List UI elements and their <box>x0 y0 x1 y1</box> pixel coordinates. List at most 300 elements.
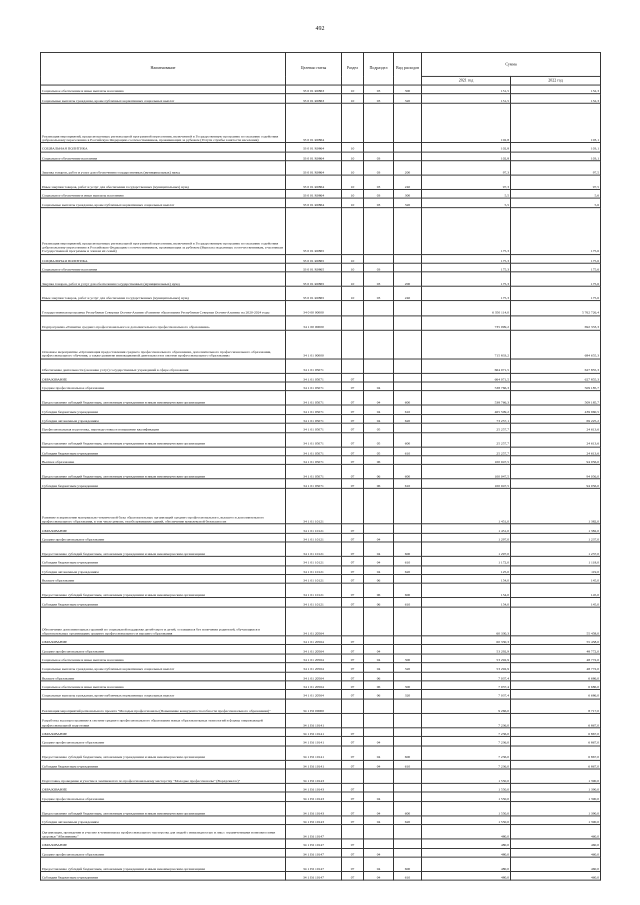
cell-article: 34 1 01 20564 <box>286 607 342 636</box>
cell-subsection: 04 <box>364 542 394 556</box>
table-row <box>41 760 601 769</box>
cell-name: Среднее профессиональное образование <box>41 848 286 857</box>
cell-article: 34 1 E6 10147 <box>286 872 342 881</box>
cell-sum-2022: 627 855,3 <box>511 373 601 382</box>
cell-sum-2021: 100 047,5 <box>422 465 511 479</box>
cell-expense-type: 610 <box>394 557 422 566</box>
cell-sum-2021: 664 071,5 <box>422 359 511 373</box>
table-header <box>41 52 601 85</box>
cell-sum-2022: 1 390,0 <box>511 783 601 792</box>
cell-sum-2021: 9 266,0 <box>422 699 511 713</box>
cell-name: Предоставление субсидий бюджетным, автономным учреждениям и иным некоммерческим организациям <box>41 801 286 815</box>
cell-article: 33 0 01 R0865 <box>286 287 342 301</box>
cell-subsection: 06 <box>364 681 394 690</box>
cell-article: 34 1 01 05071 <box>286 456 342 465</box>
cell-sum-2022: 145,0 <box>511 575 601 584</box>
table-row <box>41 143 601 152</box>
cell-subsection: 03 <box>364 198 394 207</box>
cell-name: Разработка и распространение в системе среднего профессионального образования новых образовательных технологий и формы опережающей профессиональной подготовки <box>41 713 286 727</box>
cell-expense-type <box>394 207 422 254</box>
cell-name: Субсидии бюджетным учреждениям <box>41 872 286 881</box>
cell-sum-2021: 6 350 114,0 <box>422 301 511 315</box>
cell-expense-type: 320 <box>394 94 422 103</box>
cell-sum-2022: 175,6 <box>511 272 601 286</box>
cell-subsection: 05 <box>364 423 394 432</box>
cell-name: Подпрограмма «Развитие среднего профессионального и дополнительного профессионального образования» <box>41 315 286 329</box>
cell-subsection: 06 <box>364 456 394 465</box>
cell-sum-2021: 53 292,9 <box>422 654 511 663</box>
cell-name: Государственная программа Республики Северная Осетия-Алания «Развитие образования Республики Северная Осетия-Алания» на 2020-2024 годы <box>41 301 286 315</box>
cell-name: Предоставление субсидий бюджетным, автономным учреждениям и иным некоммерческим организациям <box>41 584 286 598</box>
cell-sum-2021: 102,8 <box>422 143 511 152</box>
cell-subsection: 04 <box>364 557 394 566</box>
cell-section <box>342 301 364 315</box>
cell-sum-2022: 6 867,0 <box>511 713 601 727</box>
header-year-2022: 2022 год <box>511 76 601 85</box>
cell-sum-2022: 692 333,3 <box>511 315 601 329</box>
cell-name: Среднее профессиональное образование <box>41 382 286 391</box>
cell-expense-type <box>394 713 422 727</box>
cell-name: Социальное обеспечение и иные выплаты населению <box>41 681 286 690</box>
cell-section: 07 <box>342 801 364 815</box>
table-row <box>41 315 601 329</box>
header-name: Наименование <box>41 52 286 85</box>
cell-section <box>342 488 364 524</box>
cell-article: 34 1 01 10121 <box>286 488 342 524</box>
cell-article: 34 1 01 05071 <box>286 479 342 488</box>
cell-section: 10 <box>342 272 364 286</box>
cell-subsection: 04 <box>364 391 394 405</box>
cell-sum-2021: 154,0 <box>422 584 511 598</box>
cell-sum-2021: 7 037,4 <box>422 672 511 681</box>
cell-name: Социальное обеспечение и иные выплаты населению <box>41 654 286 663</box>
cell-sum-2021: 97,3 <box>422 175 511 189</box>
cell-sum-2021: 53 292,9 <box>422 645 511 654</box>
cell-sum-2022: 1 237,0 <box>511 533 601 542</box>
table-row <box>41 432 601 446</box>
cell-sum-2022: 145,0 <box>511 584 601 598</box>
cell-section: 07 <box>342 423 364 432</box>
cell-expense-type <box>394 143 422 152</box>
table-row <box>41 872 601 881</box>
cell-expense-type <box>394 839 422 848</box>
cell-name: Реализация мероприятий, предусмотренных региональной программой переселения, включенной в Государственную программу по оказанию содействия добровольному переселению в Российскую Федерацию соотечественников, проживающих за рубежом (Услуги службы занятости населения) <box>41 103 286 143</box>
cell-sum-2021: 1 297,0 <box>422 533 511 542</box>
cell-sum-2022: 460,0 <box>511 839 601 848</box>
cell-article: 34 1 01 05071 <box>286 373 342 382</box>
cell-sum-2021: 125,0 <box>422 566 511 575</box>
cell-subsection: 03 <box>364 272 394 286</box>
cell-sum-2021: 5,5 <box>422 189 511 198</box>
cell-name: Предоставление субсидий бюджетным, автономным учреждениям и иным некоммерческим организациям <box>41 746 286 760</box>
cell-subsection: 03 <box>364 175 394 189</box>
cell-expense-type: 300 <box>394 681 422 690</box>
cell-sum-2021: 715 833,2 <box>422 330 511 359</box>
cell-subsection <box>364 359 394 373</box>
table-row <box>41 85 601 94</box>
cell-article: 34 1 E6 10147 <box>286 848 342 857</box>
cell-subsection: 04 <box>364 533 394 542</box>
table-row <box>41 189 601 198</box>
cell-subsection <box>364 728 394 737</box>
cell-subsection: 04 <box>364 382 394 391</box>
cell-sum-2021: 1 451,0 <box>422 524 511 533</box>
cell-sum-2022: 6 686,0 <box>511 690 601 699</box>
cell-sum-2022: 460,0 <box>511 848 601 857</box>
cell-name: Субсидии автономным учреждениям <box>41 816 286 825</box>
cell-name: Среднее профессиональное образование <box>41 533 286 542</box>
cell-article: 34 1 01 20564 <box>286 636 342 645</box>
cell-expense-type: 320 <box>394 690 422 699</box>
cell-section: 07 <box>342 456 364 465</box>
cell-expense-type: 300 <box>394 189 422 198</box>
table-row <box>41 607 601 636</box>
table-row <box>41 524 601 533</box>
cell-sum-2021: 5,5 <box>422 198 511 207</box>
cell-sum-2021: 175,3 <box>422 263 511 272</box>
cell-article: 34 1 E6 10141 <box>286 737 342 746</box>
cell-article: 34 1 01 20564 <box>286 672 342 681</box>
cell-name: Предоставление субсидий бюджетным, автономным учреждениям и иным некоммерческим организациям <box>41 391 286 405</box>
table-row <box>41 330 601 359</box>
table-row <box>41 848 601 857</box>
table-row <box>41 175 601 189</box>
cell-article: 33 0 01 R0864 <box>286 152 342 161</box>
cell-name: Субсидии автономным учреждениям <box>41 414 286 423</box>
cell-subsection: 04 <box>364 801 394 815</box>
cell-expense-type: 600 <box>394 542 422 556</box>
cell-article: 34 1 E6 10143 <box>286 783 342 792</box>
cell-expense-type <box>394 263 422 272</box>
cell-section: 07 <box>342 746 364 760</box>
cell-subsection <box>364 254 394 263</box>
cell-expense-type: 600 <box>394 432 422 446</box>
cell-section: 07 <box>342 690 364 699</box>
cell-sum-2022: 24 613,6 <box>511 432 601 446</box>
cell-name: СОЦИАЛЬНАЯ ПОЛИТИКА <box>41 254 286 263</box>
cell-subsection: 06 <box>364 690 394 699</box>
cell-section: 10 <box>342 94 364 103</box>
cell-name: Среднее профессиональное образование <box>41 645 286 654</box>
cell-section <box>342 825 364 839</box>
cell-expense-type: 320 <box>394 198 422 207</box>
cell-article: 34 1 01 10121 <box>286 575 342 584</box>
cell-name: Субсидии бюджетным учреждениям <box>41 557 286 566</box>
cell-name: Обеспечение деятельности (оказание услуг) государственных учреждений в сфере образования <box>41 359 286 373</box>
cell-section: 07 <box>342 839 364 848</box>
cell-section: 07 <box>342 848 364 857</box>
table-row <box>41 272 601 286</box>
cell-section: 07 <box>342 857 364 871</box>
cell-subsection <box>364 524 394 533</box>
table-row <box>41 857 601 871</box>
cell-expense-type <box>394 423 422 432</box>
table-row <box>41 533 601 542</box>
cell-subsection: 03 <box>364 263 394 272</box>
cell-sum-2021: 151,5 <box>422 85 511 94</box>
table-row <box>41 816 601 825</box>
cell-sum-2022: 48 772,0 <box>511 663 601 672</box>
table-row <box>41 566 601 575</box>
cell-name: Иные закупки товаров, работ и услуг для обеспечения государственных (муниципальных) нужд <box>41 287 286 301</box>
table-row <box>41 654 601 663</box>
cell-expense-type <box>394 769 422 783</box>
cell-sum-2022: 6 867,0 <box>511 728 601 737</box>
cell-subsection: 06 <box>364 598 394 607</box>
cell-name: Субсидии автономным учреждениям <box>41 566 286 575</box>
cell-article: 34 1 01 05071 <box>286 465 342 479</box>
table-row <box>41 737 601 746</box>
cell-subsection: 06 <box>364 672 394 681</box>
cell-expense-type: 600 <box>394 584 422 598</box>
cell-subsection: 04 <box>364 566 394 575</box>
cell-subsection: 04 <box>364 760 394 769</box>
cell-section: 07 <box>342 414 364 423</box>
cell-sum-2022: 24 613,6 <box>511 423 601 432</box>
cell-sum-2022: 69 225,2 <box>511 414 601 423</box>
cell-article: 33 0 01 R0865 <box>286 272 342 286</box>
cell-section: 07 <box>342 465 364 479</box>
cell-name: Социальные выплаты гражданам, кроме публичных нормативных социальных выплат <box>41 198 286 207</box>
table-row <box>41 575 601 584</box>
cell-subsection <box>364 488 394 524</box>
cell-section: 07 <box>342 557 364 566</box>
cell-sum-2022: 439 960,5 <box>511 405 601 414</box>
cell-sum-2021: 538 766,3 <box>422 391 511 405</box>
cell-section: 07 <box>342 672 364 681</box>
cell-name: ОБРАЗОВАНИЕ <box>41 783 286 792</box>
cell-sum-2022: 1 382,0 <box>511 524 601 533</box>
cell-sum-2022: 152,3 <box>511 94 601 103</box>
cell-subsection <box>364 607 394 636</box>
cell-sum-2022: 145,0 <box>511 598 601 607</box>
cell-expense-type <box>394 359 422 373</box>
table-row <box>41 207 601 254</box>
cell-name: Реализация мероприятий регионального проекта "Молодые профессионалы (Повышение конкурентоспособности профессионального образования)" <box>41 699 286 713</box>
cell-subsection <box>364 699 394 713</box>
cell-name: ОБРАЗОВАНИЕ <box>41 636 286 645</box>
cell-section: 10 <box>342 263 364 272</box>
cell-section: 07 <box>342 542 364 556</box>
cell-sum-2021: 1 451,0 <box>422 488 511 524</box>
table-row <box>41 423 601 432</box>
table-row <box>41 542 601 556</box>
cell-expense-type: 610 <box>394 479 422 488</box>
cell-section <box>342 207 364 254</box>
cell-article: 34 1 E6 10141 <box>286 746 342 760</box>
cell-sum-2021: 1 550,0 <box>422 792 511 801</box>
table-body <box>41 85 601 880</box>
cell-name: Профессиональная подготовка, переподготовка и повышение квалификации <box>41 423 286 432</box>
cell-section: 10 <box>342 287 364 301</box>
cell-section: 10 <box>342 254 364 263</box>
cell-name: Среднее профессиональное образование <box>41 737 286 746</box>
cell-name: Субсидии бюджетным учреждениям <box>41 447 286 456</box>
cell-section: 07 <box>342 681 364 690</box>
cell-article: 34 1 01 20564 <box>286 690 342 699</box>
cell-sum-2022: 5,6 <box>511 198 601 207</box>
cell-sum-2022: 152,3 <box>511 85 601 94</box>
table-row <box>41 103 601 143</box>
cell-name: Высшее образование <box>41 456 286 465</box>
cell-sum-2022: 6 686,0 <box>511 681 601 690</box>
cell-name: Субсидии бюджетным учреждениям <box>41 405 286 414</box>
cell-sum-2021: 1 297,0 <box>422 542 511 556</box>
table-row <box>41 584 601 598</box>
cell-article: 33 0 01 R0864 <box>286 189 342 198</box>
cell-expense-type: 610 <box>394 405 422 414</box>
cell-subsection <box>364 207 394 254</box>
header-article: Целевая статья <box>286 52 342 85</box>
cell-sum-2022: 1 390,0 <box>511 792 601 801</box>
cell-sum-2022: 1 390,0 <box>511 801 601 815</box>
header-expense-type: Вид расходов <box>394 52 422 85</box>
cell-sum-2021: 25 257,7 <box>422 432 511 446</box>
cell-sum-2021: 7 236,0 <box>422 760 511 769</box>
cell-sum-2022: 94 056,0 <box>511 465 601 479</box>
cell-subsection <box>364 769 394 783</box>
cell-article: 34 1 01 10121 <box>286 557 342 566</box>
cell-section <box>342 607 364 636</box>
cell-sum-2021: 7 236,0 <box>422 713 511 727</box>
cell-expense-type: 610 <box>394 872 422 881</box>
table-row <box>41 557 601 566</box>
cell-expense-type <box>394 645 422 654</box>
cell-name: Предоставление субсидий бюджетным, автономным учреждениям и иным некоммерческим организациям <box>41 857 286 871</box>
cell-article: 34 1 01 05071 <box>286 382 342 391</box>
cell-expense-type: 300 <box>394 654 422 663</box>
cell-name: Среднее профессиональное образование <box>41 792 286 801</box>
cell-sum-2021: 735 099,2 <box>422 315 511 329</box>
cell-expense-type: 240 <box>394 287 422 301</box>
cell-sum-2021: 102,8 <box>422 152 511 161</box>
cell-sum-2022: 94 056,0 <box>511 456 601 465</box>
cell-sum-2022: 1 237,0 <box>511 542 601 556</box>
cell-sum-2021: 100 047,5 <box>422 479 511 488</box>
cell-article: 34 1 00 00000 <box>286 315 342 329</box>
cell-article: 34 1 01 10121 <box>286 533 342 542</box>
cell-subsection: 05 <box>364 432 394 446</box>
cell-name: ОБРАЗОВАНИЕ <box>41 524 286 533</box>
cell-subsection: 04 <box>364 663 394 672</box>
table-row <box>41 681 601 690</box>
cell-name: Высшее образование <box>41 575 286 584</box>
budget-table <box>40 52 601 881</box>
table-row <box>41 598 601 607</box>
cell-subsection <box>364 825 394 839</box>
cell-sum-2021: 175,3 <box>422 207 511 254</box>
cell-name: Развитие и укрепление материально-технической базы образовательных организаций среднего профессионального, высшего и дополнительного профессионального образования, в том числе ремонт, техобслуживание зданий, обеспечение комплексной безопасности <box>41 488 286 524</box>
cell-sum-2021: 1 172,0 <box>422 557 511 566</box>
cell-sum-2021: 175,3 <box>422 272 511 286</box>
cell-sum-2021: 151,5 <box>422 94 511 103</box>
cell-expense-type: 200 <box>394 272 422 286</box>
header-sum: Сумма <box>422 52 601 76</box>
cell-article: 34 1 E6 10141 <box>286 713 342 727</box>
cell-expense-type: 600 <box>394 391 422 405</box>
cell-section: 07 <box>342 728 364 737</box>
cell-name: Предоставление субсидий бюджетным, автономным учреждениям и иным некоммерческим организациям <box>41 432 286 446</box>
cell-expense-type <box>394 783 422 792</box>
cell-article: 34 1 01 20564 <box>286 645 342 654</box>
cell-subsection: 04 <box>364 414 394 423</box>
cell-name: Социальное обеспечение населения <box>41 152 286 161</box>
cell-sum-2021: 7 037,4 <box>422 681 511 690</box>
cell-article: 34 1 01 05071 <box>286 414 342 423</box>
cell-sum-2021: 1 550,0 <box>422 801 511 815</box>
cell-article: 34 1 E6 10143 <box>286 769 342 783</box>
cell-article: 34 1 E6 10141 <box>286 728 342 737</box>
table-row <box>41 801 601 815</box>
header-subsection: Подраздел <box>364 52 394 85</box>
cell-expense-type <box>394 728 422 737</box>
cell-article: 34 1 01 05071 <box>286 391 342 405</box>
cell-expense-type <box>394 636 422 645</box>
cell-section: 07 <box>342 382 364 391</box>
cell-sum-2022: 103,1 <box>511 103 601 143</box>
header-year-2021: 2021 год <box>422 76 511 85</box>
cell-sum-2022: 1 390,0 <box>511 769 601 783</box>
cell-sum-2022: 684 655,3 <box>511 330 601 359</box>
table-row <box>41 373 601 382</box>
cell-sum-2021: 175,3 <box>422 254 511 263</box>
table-row <box>41 783 601 792</box>
cell-name: Предоставление субсидий бюджетным, автономным учреждениям и иным некоммерческим организациям <box>41 465 286 479</box>
cell-article: 34 1 01 10121 <box>286 598 342 607</box>
cell-sum-2022: 5 762 726,4 <box>511 301 601 315</box>
cell-expense-type <box>394 792 422 801</box>
cell-sum-2021: 480,0 <box>422 857 511 871</box>
cell-sum-2021: 1 550,0 <box>422 769 511 783</box>
cell-expense-type: 610 <box>394 760 422 769</box>
cell-section <box>342 330 364 359</box>
cell-sum-2022: 175,6 <box>511 287 601 301</box>
table-row <box>41 382 601 391</box>
cell-article: 34 1 E6 10147 <box>286 839 342 848</box>
cell-article: 34 1 01 20564 <box>286 654 342 663</box>
cell-expense-type <box>394 488 422 524</box>
cell-section: 07 <box>342 373 364 382</box>
cell-name: Социальные выплаты гражданам, кроме публичных нормативных социальных выплат <box>41 690 286 699</box>
cell-article: 33 0 01 R0865 <box>286 263 342 272</box>
page-number: 492 <box>315 26 325 32</box>
cell-name: Субсидии бюджетным учреждениям <box>41 598 286 607</box>
table-row <box>41 672 601 681</box>
cell-section <box>342 713 364 727</box>
cell-expense-type <box>394 533 422 542</box>
cell-subsection: 03 <box>364 189 394 198</box>
cell-section: 10 <box>342 198 364 207</box>
cell-section: 07 <box>342 566 364 575</box>
cell-subsection <box>364 103 394 143</box>
cell-article: 34 1 01 05071 <box>286 423 342 432</box>
cell-sum-2021: 480,0 <box>422 825 511 839</box>
cell-article: 34 1 01 05071 <box>286 432 342 446</box>
cell-name: Высшее образование <box>41 672 286 681</box>
cell-section: 07 <box>342 524 364 533</box>
cell-subsection: 06 <box>364 575 394 584</box>
cell-expense-type <box>394 456 422 465</box>
cell-subsection: 05 <box>364 447 394 456</box>
cell-expense-type <box>394 575 422 584</box>
table-row <box>41 456 601 465</box>
cell-sum-2021: 1 550,0 <box>422 816 511 825</box>
table-row <box>41 728 601 737</box>
cell-sum-2021: 100 047,5 <box>422 456 511 465</box>
cell-subsection: 03 <box>364 161 394 175</box>
cell-sum-2021: 465 509,2 <box>422 405 511 414</box>
cell-name: Закупка товаров, работ и услуг для обеспечения государственных (муниципальных) нужд <box>41 272 286 286</box>
